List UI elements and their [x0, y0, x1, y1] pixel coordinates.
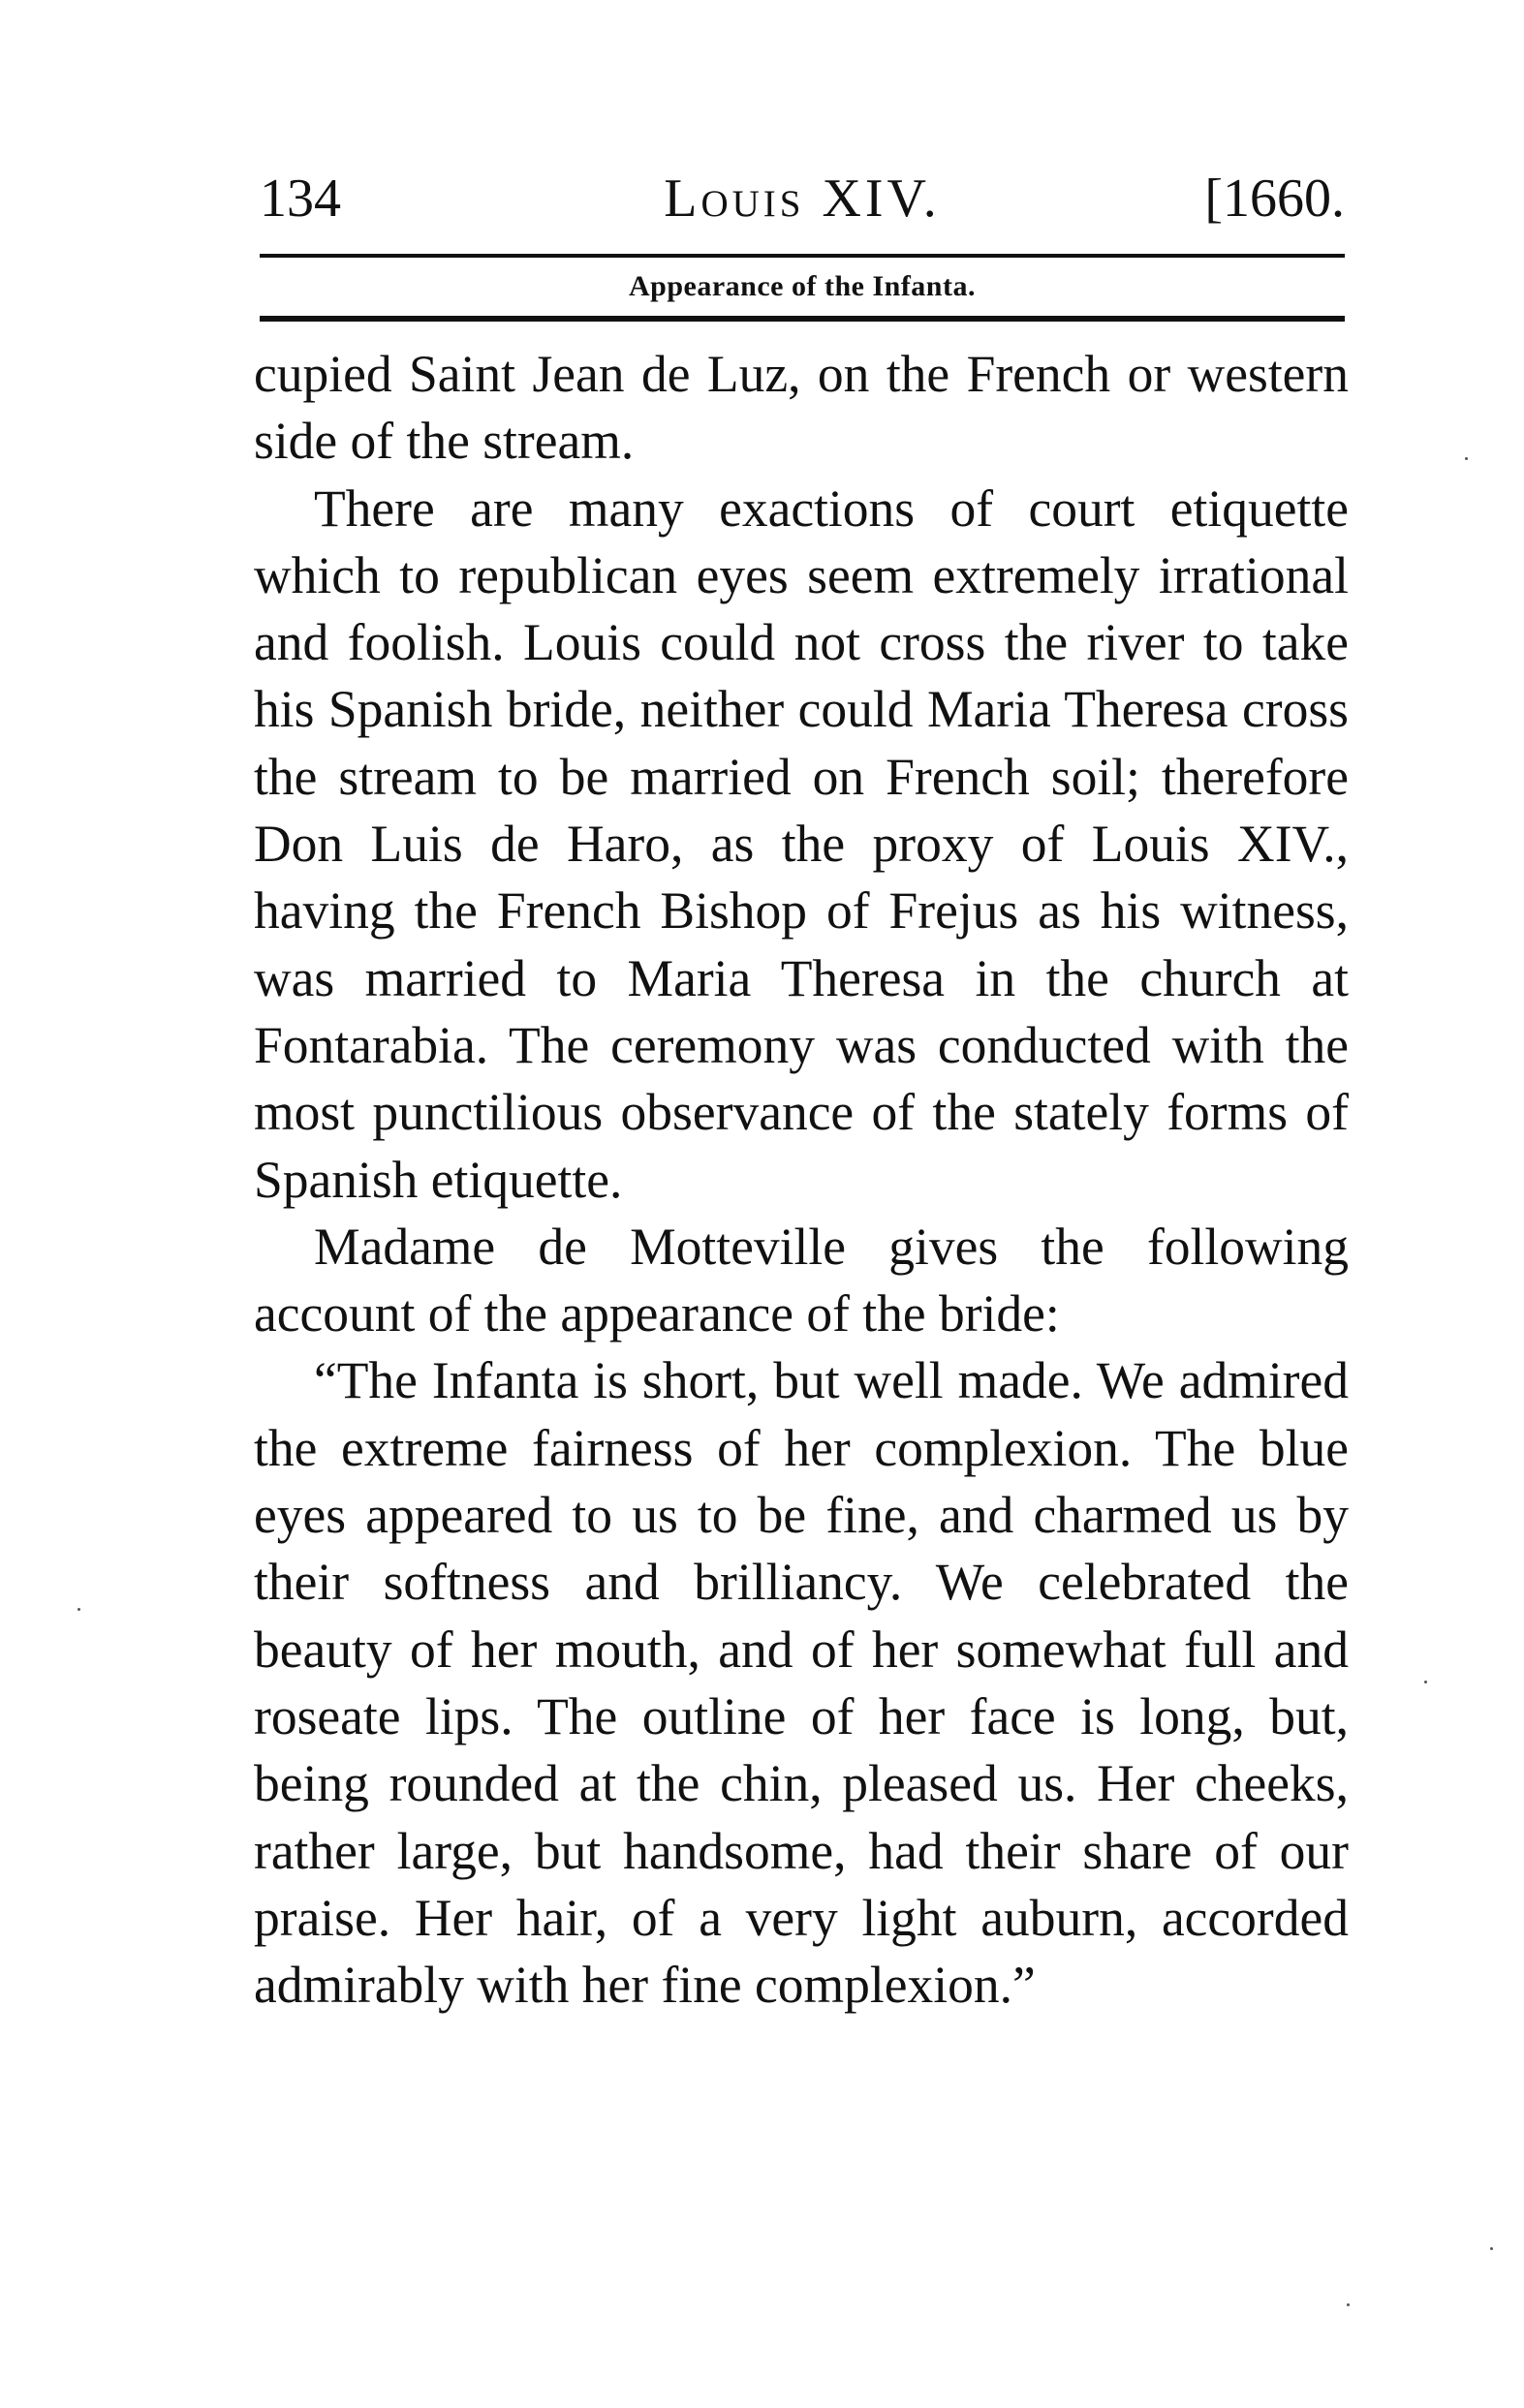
section-heading: Appearance of the Infanta.: [629, 270, 976, 302]
running-year: [1660.: [1204, 169, 1345, 229]
paper-speck: [1347, 2303, 1350, 2306]
running-head: [260, 165, 1345, 232]
paper-speck: [78, 1608, 80, 1611]
page-number: 134: [260, 169, 341, 229]
paragraph-continuation: cupied Saint Jean de Luz, on the French or western side of the stream.: [254, 345, 1349, 471]
paper-speck: [1465, 457, 1468, 460]
body-text: [254, 341, 1349, 2019]
paragraph-motteville-intro: Madame de Motteville gives the following account of the appearance of the bride:: [254, 1217, 1349, 1343]
paper-speck: [1490, 2247, 1493, 2250]
paragraph-infanta-quote: “The Infanta is short, but well made. We admired the extreme fairness of her complexion. The blue eyes appeared to us to be fine, and charmed us by their softness and brilliancy. We celebrated the beauty of her mouth, and of her somewhat full and roseate lips. The outline of her face is long, but, being rounded at the chin, pleased us. Her cheeks, rather large, but handsome, had their share of our praise. Her hair, of a very light auburn, accorded admirably with her fine complexion.”: [254, 1351, 1349, 2015]
paper-speck: [1424, 1681, 1427, 1683]
paragraph-court-etiquette: There are many exactions of court etiquette which to republican eyes seem extremely irrational and foolish. Louis could not cross the river to take his Spanish bride, neither could Maria Theresa cross the stream to be married on French soil; therefore Don Luis de Haro, as the proxy of Louis XIV., having the French Bishop of Frejus as his witness, was married to Maria Theresa in the church at Fontarabia. The ceremony was conducted with the most punctilious observance of the stately forms of Spanish etiquette.: [254, 479, 1349, 1209]
header-rule-bottom: [260, 316, 1345, 322]
running-title: Louis XIV.: [664, 169, 941, 229]
header-rule-top: [260, 254, 1345, 258]
